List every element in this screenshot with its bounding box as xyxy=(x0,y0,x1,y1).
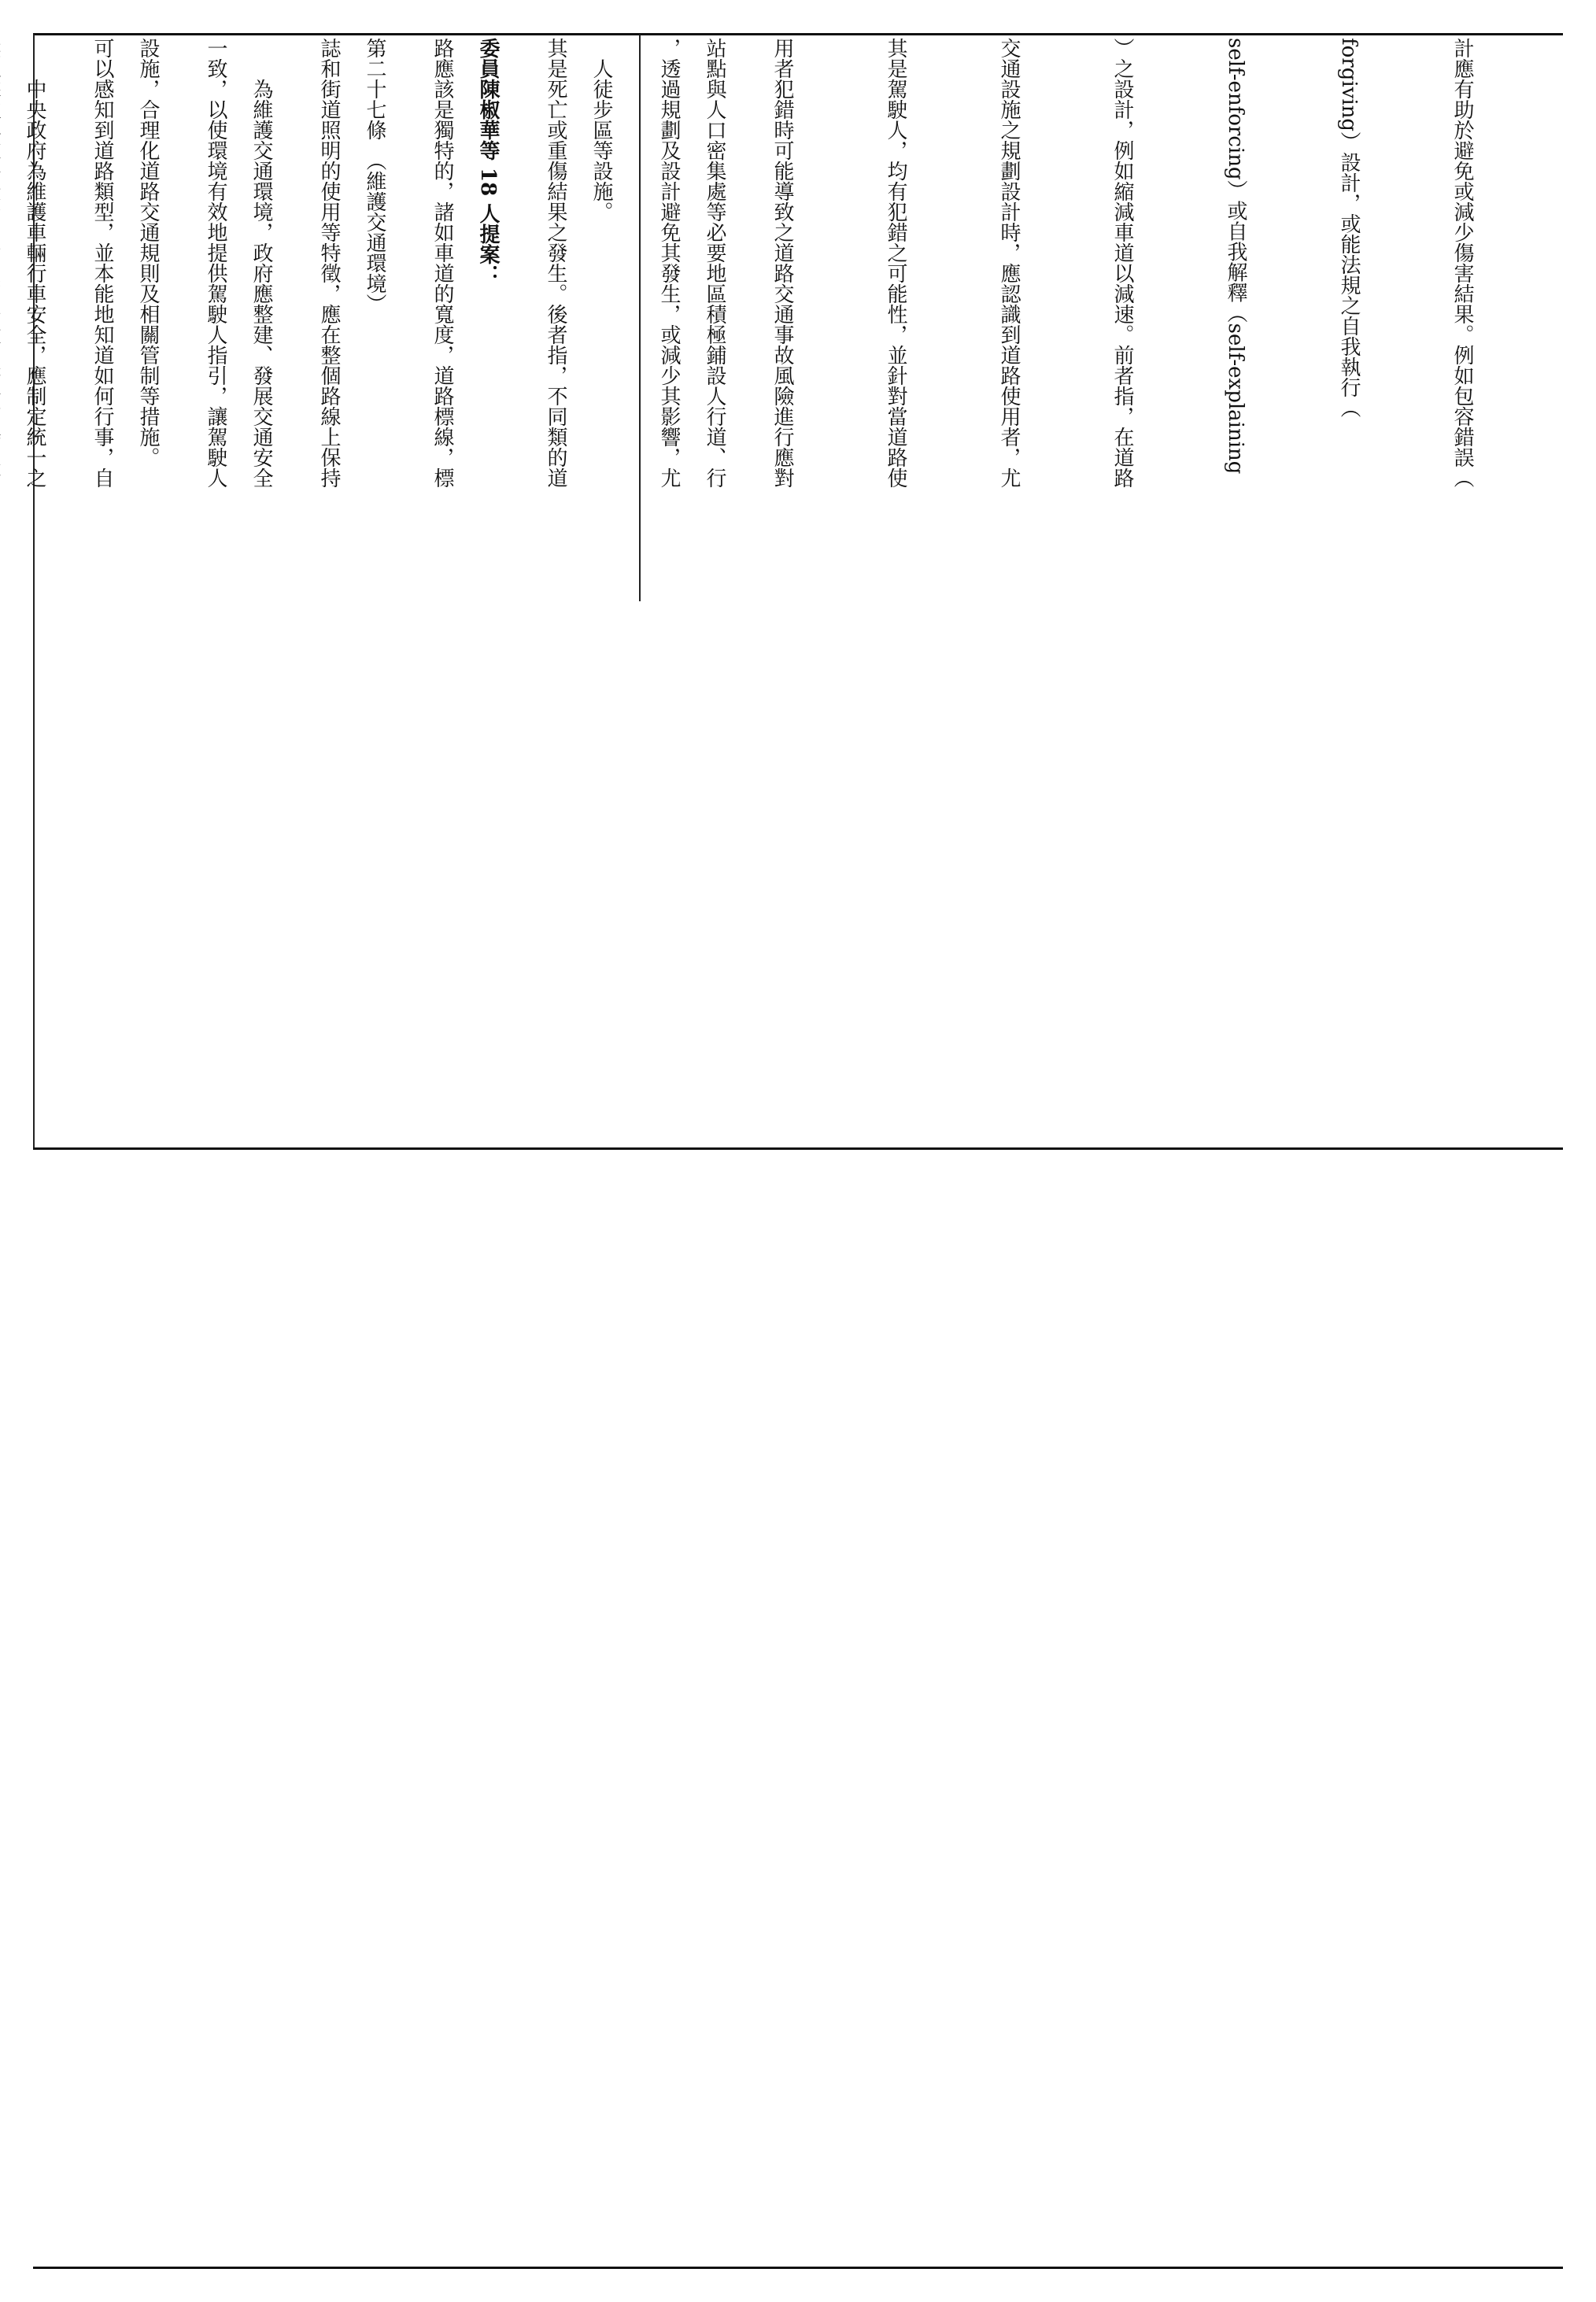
text-line: 第二十七條 （維護交通環境） xyxy=(363,38,386,314)
left-text-column xyxy=(23,38,809,589)
text-line: 計應有助於避免或減少傷害結果。例如包容錯誤（ xyxy=(1450,38,1474,488)
text-line: ）之設計，例如縮減車道以減速。前者指，在道路 xyxy=(1110,38,1134,488)
text-line: 為維護交通環境，政府應整建、發展交通安全 xyxy=(249,79,273,488)
text-line: 站點與人口密集處等必要地區積極鋪設人行道、行 xyxy=(703,38,726,488)
text-line: forgiving）設計，或能法規之自我執行（ xyxy=(1337,38,1361,419)
text-line: ，透過規劃及設計避免其發生，或減少其影響，尤 xyxy=(657,38,681,488)
text-line: 人徒步區等設施。 xyxy=(589,58,613,222)
text-line: self-enforcing）或自我解釋（self-explaining xyxy=(1224,38,1247,475)
text-line: 用者犯錯時可能導致之道路交通事故風險進行應對 xyxy=(770,38,794,488)
text-line: 一致，以使環境有效地提供駕駛人指引，讓駕駛人 xyxy=(204,38,227,488)
text-line: 可以感知到道路類型，並本能地知道如何行事，自 xyxy=(91,38,114,488)
text-line: 中央政府為維護車輛行車安全，應制定統一之 xyxy=(23,79,46,488)
text-line: 誌和街道照明的使用等特徵，應在整個路線上保持 xyxy=(317,38,341,488)
text-line: 路應該是獨特的，諸如車道的寬度，道路標線，標 xyxy=(430,38,454,488)
section-heading: 委員陳椒華等 18 人提案： xyxy=(476,38,500,286)
bottom-rule xyxy=(33,2267,1563,2269)
text-line: 其是駕駛人，均有犯錯之可能性，並針對當道路使 xyxy=(884,38,907,488)
top-rule xyxy=(33,33,1563,35)
text-line: 其是死亡或重傷結果之發生。後者指，不同類的道 xyxy=(544,38,567,488)
text-line: 設施，合理化道路交通規則及相關管制等措施。 xyxy=(136,38,160,467)
text-line: 交通設施之規劃設計時，應認識到道路使用者，尤 xyxy=(997,38,1021,488)
middle-rule xyxy=(33,1147,1563,1150)
